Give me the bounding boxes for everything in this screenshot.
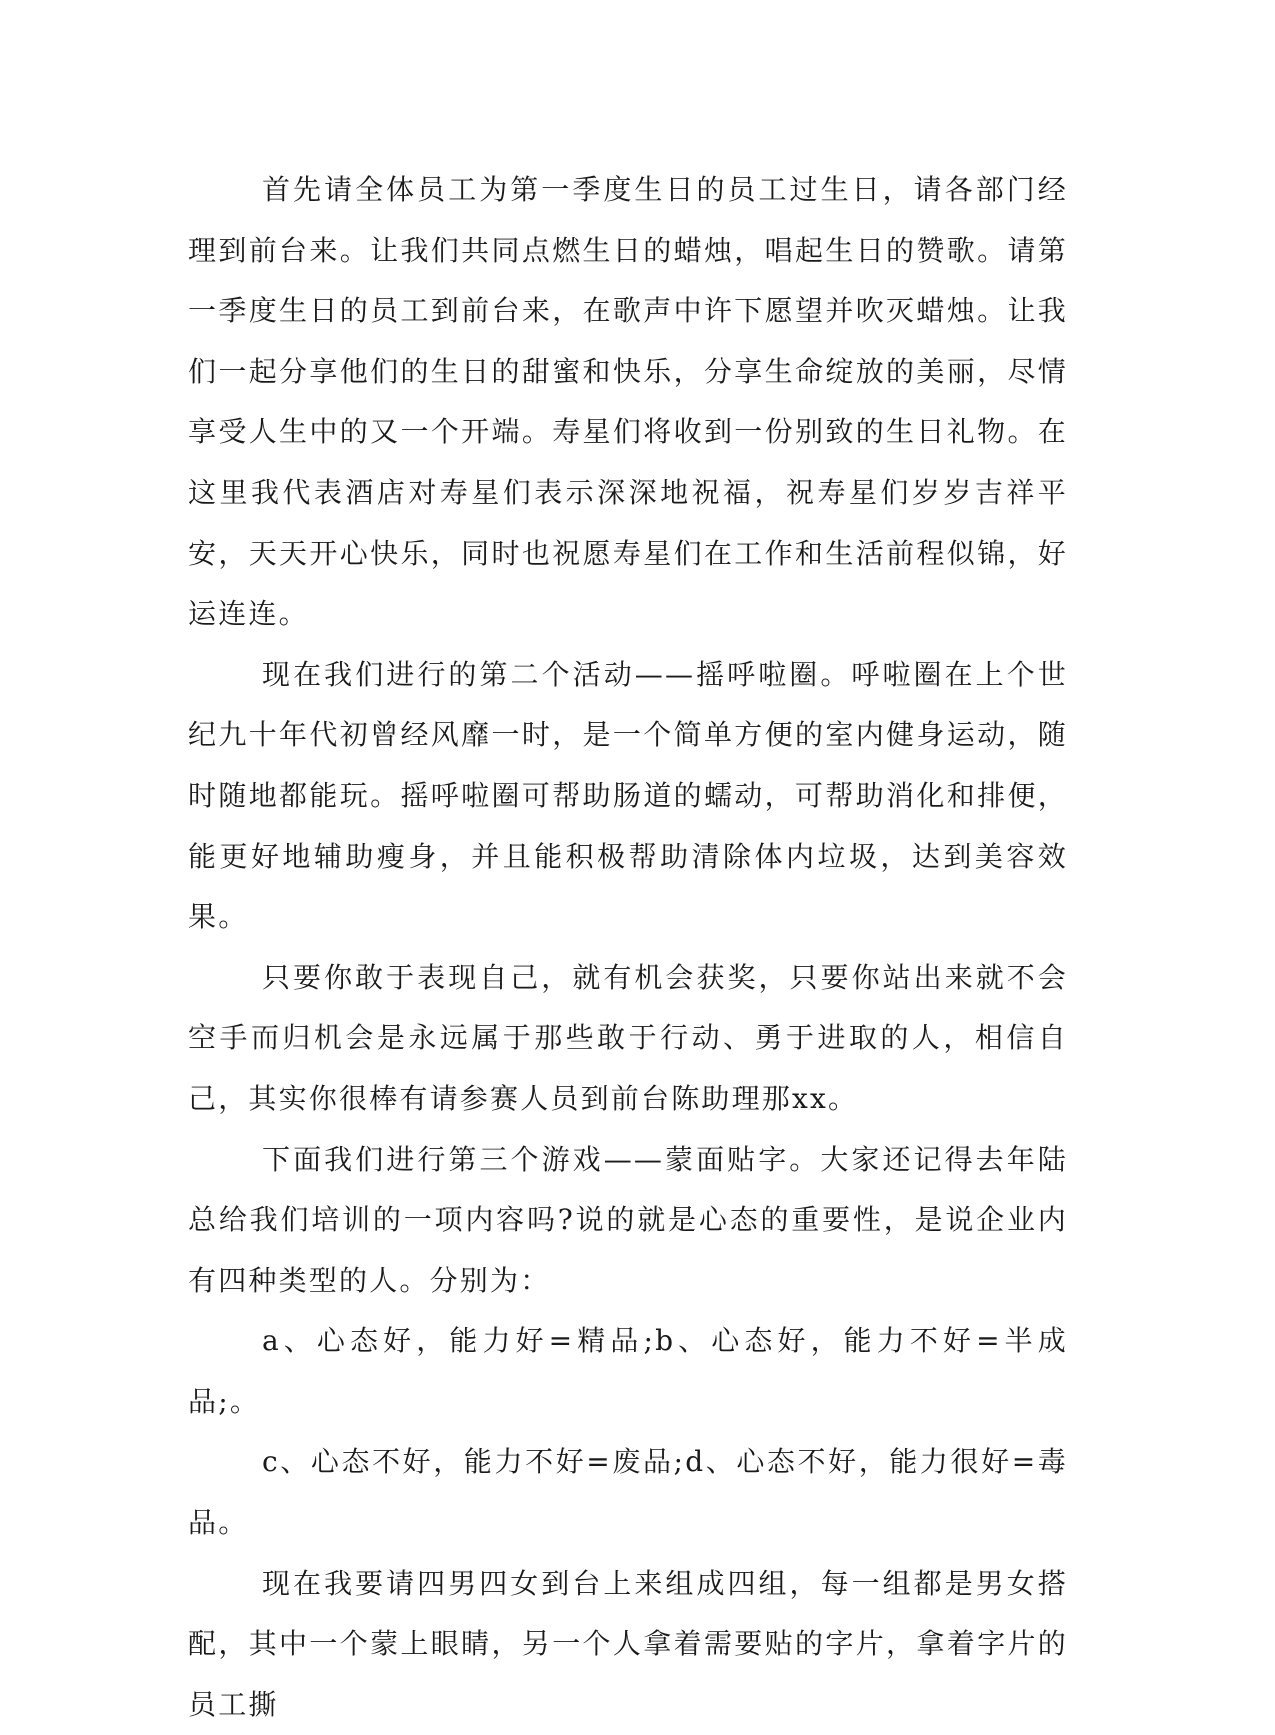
paragraph-birthday: 首先请全体员工为第一季度生日的员工过生日，请各部门经理到前台来。让我们共同点燃生日的蜡烛，唱起生日的赞歌。请第一季度生日的员工到前台来，在歌声中许下愿望并吹灭蜡烛。让我们一起分享他们的生日的甜蜜和快乐，分享生命绽放的美丽，尽情享受人生中的又一个开端。寿星们将收到一份别致的生日礼物。在这里我代表酒店对寿星们表示深深地祝福，祝寿星们岁岁吉祥平安，天天开心快乐，同时也祝愿寿星们在工作和生活前程似锦，好运连连。 <box>188 173 1068 631</box>
document-body <box>188 160 1068 1735</box>
paragraph-blindfold-game: 下面我们进行第三个游戏——蒙面贴字。大家还记得去年陆总给我们培训的一项内容吗?说的就是心态的重要性，是说企业内有四种类型的人。分别为： <box>188 1142 1068 1297</box>
paragraph-hula-hoop: 现在我们进行的第二个活动——摇呼啦圈。呼啦圈在上个世纪九十年代初曾经风靡一时，是一个简单方便的室内健身运动，随时随地都能玩。摇呼啦圈可帮助肠道的蠕动，可帮助消化和排便，能更好地辅助瘦身，并且能积极帮助清除体内垃圾，达到美容效果。 <box>188 657 1068 934</box>
paragraph-type-ab: a、心态好，能力好=精品;b、心态好，能力不好=半成品;。 <box>188 1324 1068 1418</box>
paragraph-encouragement: 只要你敢于表现自己，就有机会获奖，只要你站出来就不会空手而归机会是永远属于那些敢于行动、勇于进取的人，相信自己，其实你很棒有请参赛人员到前台陈助理那xx。 <box>188 960 1068 1115</box>
paragraph-type-cd: c、心态不好，能力不好=废品;d、心态不好，能力很好=毒品。 <box>188 1445 1068 1540</box>
paragraph-group-instructions: 现在我要请四男四女到台上来组成四组，每一组都是男女搭配，其中一个蒙上眼睛，另一个人拿着需要贴的字片，拿着字片的员工撕 <box>188 1566 1068 1721</box>
